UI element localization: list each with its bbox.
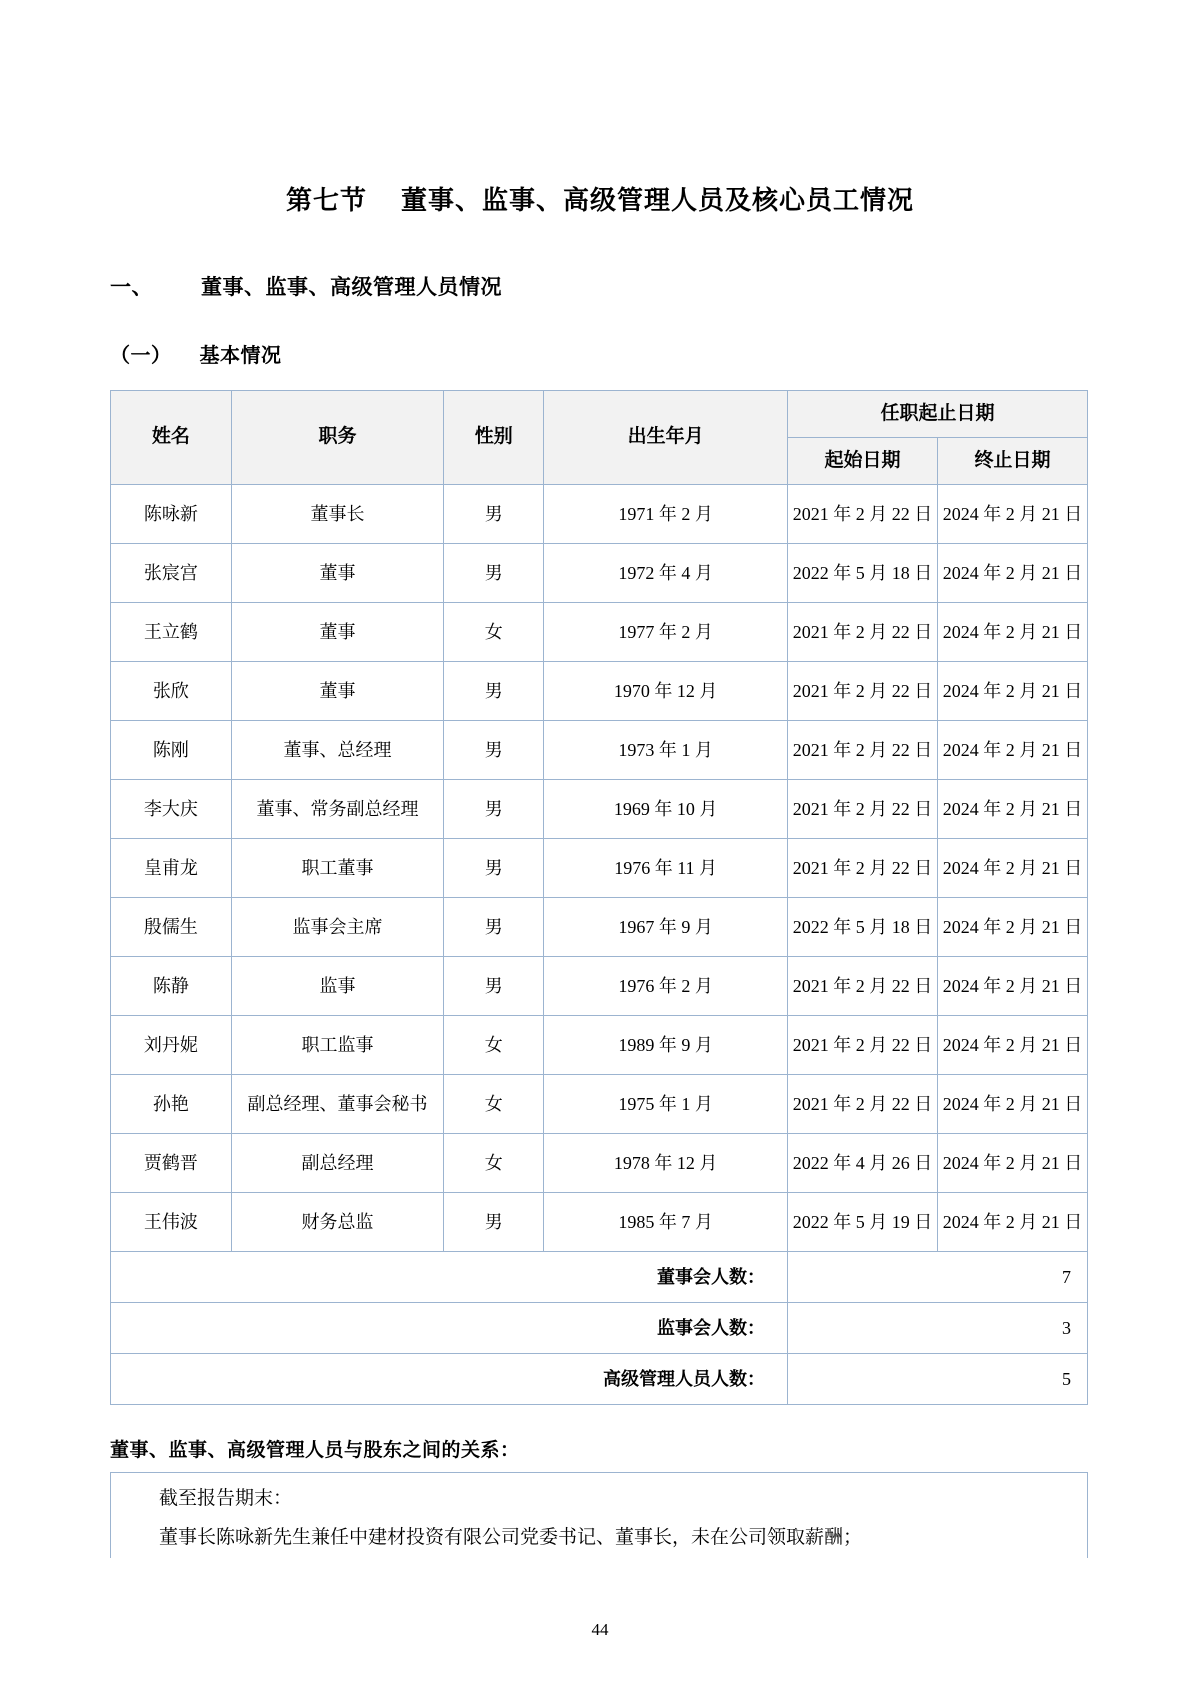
table-header-row-1	[111, 391, 1088, 438]
cell-post: 董事	[231, 662, 443, 721]
cell-gender: 男	[444, 662, 544, 721]
page-number: 44	[591, 1620, 609, 1639]
cell-gender: 男	[444, 898, 544, 957]
table-row	[111, 1075, 1088, 1134]
table-row	[111, 544, 1088, 603]
cell-end-date: 2024 年 2 月 21 日	[937, 780, 1087, 839]
cell-birth: 1972 年 4 月	[544, 544, 788, 603]
cell-start-date: 2021 年 2 月 22 日	[787, 957, 937, 1016]
cell-name: 贾鹤晋	[111, 1134, 232, 1193]
cell-start-date: 2022 年 5 月 18 日	[787, 544, 937, 603]
table-row	[111, 1134, 1088, 1193]
cell-end-date: 2024 年 2 月 21 日	[937, 544, 1087, 603]
cell-gender: 男	[444, 780, 544, 839]
cell-end-date: 2024 年 2 月 21 日	[937, 1134, 1087, 1193]
cell-start-date: 2021 年 2 月 22 日	[787, 1075, 937, 1134]
cell-post: 职工监事	[231, 1016, 443, 1075]
cell-name: 殷儒生	[111, 898, 232, 957]
heading-level-1-number: 一、	[110, 275, 153, 299]
summary-row-supervisors	[111, 1303, 1088, 1354]
heading-level-2-number: （一）	[110, 345, 172, 367]
cell-end-date: 2024 年 2 月 21 日	[937, 603, 1087, 662]
table-row	[111, 721, 1088, 780]
column-header-post: 职务	[231, 391, 443, 485]
cell-post: 董事	[231, 544, 443, 603]
cell-start-date: 2021 年 2 月 22 日	[787, 662, 937, 721]
table-row	[111, 780, 1088, 839]
summary-value-board: 7	[787, 1252, 1087, 1303]
cell-gender: 男	[444, 1193, 544, 1252]
cell-start-date: 2022 年 4 月 26 日	[787, 1134, 937, 1193]
heading-level-2-text: 基本情况	[199, 345, 282, 367]
table-row	[111, 839, 1088, 898]
cell-end-date: 2024 年 2 月 21 日	[937, 662, 1087, 721]
cell-start-date: 2022 年 5 月 19 日	[787, 1193, 937, 1252]
cell-post: 财务总监	[231, 1193, 443, 1252]
heading-level-1	[110, 271, 1090, 301]
management-personnel-table	[110, 390, 1088, 1405]
cell-start-date: 2021 年 2 月 22 日	[787, 485, 937, 544]
cell-name: 陈咏新	[111, 485, 232, 544]
cell-end-date: 2024 年 2 月 21 日	[937, 1193, 1087, 1252]
cell-post: 副总经理、董事会秘书	[231, 1075, 443, 1134]
summary-label-senior-management: 高级管理人员人数：	[111, 1354, 788, 1405]
relationship-section-title: 董事、监事、高级管理人员与股东之间的关系：	[110, 1440, 520, 1461]
column-header-gender: 性别	[444, 391, 544, 485]
page-title-text: 董事、监事、高级管理人员及核心员工情况	[401, 186, 915, 215]
table-row	[111, 485, 1088, 544]
cell-gender: 男	[444, 957, 544, 1016]
cell-start-date: 2022 年 5 月 18 日	[787, 898, 937, 957]
column-header-term-group: 任职起止日期	[787, 391, 1087, 438]
table-row	[111, 1016, 1088, 1075]
cell-birth: 1989 年 9 月	[544, 1016, 788, 1075]
cell-birth: 1985 年 7 月	[544, 1193, 788, 1252]
cell-name: 陈刚	[111, 721, 232, 780]
summary-label-supervisors: 监事会人数：	[111, 1303, 788, 1354]
cell-gender: 女	[444, 1075, 544, 1134]
cell-name: 王立鹤	[111, 603, 232, 662]
cell-birth: 1976 年 2 月	[544, 957, 788, 1016]
column-header-start-date: 起始日期	[787, 438, 937, 485]
table-row	[111, 957, 1088, 1016]
table-body	[111, 485, 1088, 1405]
cell-start-date: 2021 年 2 月 22 日	[787, 780, 937, 839]
cell-birth: 1975 年 1 月	[544, 1075, 788, 1134]
summary-value-supervisors: 3	[787, 1303, 1087, 1354]
cell-post: 董事、常务副总经理	[231, 780, 443, 839]
summary-value-senior-management: 5	[787, 1354, 1087, 1405]
cell-gender: 男	[444, 544, 544, 603]
cell-post: 副总经理	[231, 1134, 443, 1193]
cell-end-date: 2024 年 2 月 21 日	[937, 957, 1087, 1016]
cell-name: 张欣	[111, 662, 232, 721]
relationship-note-line-1: 截至报告期末：	[159, 1488, 293, 1509]
cell-birth: 1976 年 11 月	[544, 839, 788, 898]
cell-name: 皇甫龙	[111, 839, 232, 898]
cell-gender: 女	[444, 1134, 544, 1193]
cell-post: 职工董事	[231, 839, 443, 898]
cell-gender: 男	[444, 485, 544, 544]
cell-start-date: 2021 年 2 月 22 日	[787, 1016, 937, 1075]
cell-start-date: 2021 年 2 月 22 日	[787, 721, 937, 780]
relationship-note-box	[110, 1472, 1088, 1558]
cell-birth: 1978 年 12 月	[544, 1134, 788, 1193]
summary-label-board: 董事会人数：	[111, 1252, 788, 1303]
column-header-birth: 出生年月	[544, 391, 788, 485]
page-title	[110, 0, 1090, 217]
cell-name: 孙艳	[111, 1075, 232, 1134]
cell-gender: 男	[444, 721, 544, 780]
cell-end-date: 2024 年 2 月 21 日	[937, 839, 1087, 898]
cell-end-date: 2024 年 2 月 21 日	[937, 1016, 1087, 1075]
summary-row-board	[111, 1252, 1088, 1303]
cell-birth: 1967 年 9 月	[544, 898, 788, 957]
table-row	[111, 603, 1088, 662]
cell-birth: 1973 年 1 月	[544, 721, 788, 780]
summary-row-senior-management	[111, 1354, 1088, 1405]
cell-end-date: 2024 年 2 月 21 日	[937, 485, 1087, 544]
cell-name: 张宸宫	[111, 544, 232, 603]
table-row	[111, 1193, 1088, 1252]
cell-post: 董事、总经理	[231, 721, 443, 780]
cell-name: 李大庆	[111, 780, 232, 839]
cell-birth: 1969 年 10 月	[544, 780, 788, 839]
cell-post: 董事	[231, 603, 443, 662]
cell-start-date: 2021 年 2 月 22 日	[787, 839, 937, 898]
page-title-section: 第七节	[285, 186, 367, 215]
cell-name: 刘丹妮	[111, 1016, 232, 1075]
cell-name: 陈静	[111, 957, 232, 1016]
table-header	[111, 391, 1088, 485]
table-row	[111, 662, 1088, 721]
heading-level-1-text: 董事、监事、高级管理人员情况	[201, 275, 502, 299]
table-row	[111, 898, 1088, 957]
cell-birth: 1977 年 2 月	[544, 603, 788, 662]
column-header-end-date: 终止日期	[937, 438, 1087, 485]
cell-name: 王伟波	[111, 1193, 232, 1252]
column-header-name: 姓名	[111, 391, 232, 485]
relationship-note-line-2: 董事长陈咏新先生兼任中建材投资有限公司党委书记、董事长，未在公司领取薪酬；	[159, 1526, 863, 1548]
cell-birth: 1971 年 2 月	[544, 485, 788, 544]
cell-end-date: 2024 年 2 月 21 日	[937, 1075, 1087, 1134]
cell-birth: 1970 年 12 月	[544, 662, 788, 721]
cell-gender: 女	[444, 603, 544, 662]
cell-end-date: 2024 年 2 月 21 日	[937, 721, 1087, 780]
cell-post: 监事	[231, 957, 443, 1016]
cell-post: 监事会主席	[231, 898, 443, 957]
cell-post: 董事长	[231, 485, 443, 544]
cell-start-date: 2021 年 2 月 22 日	[787, 603, 937, 662]
cell-gender: 男	[444, 839, 544, 898]
cell-end-date: 2024 年 2 月 21 日	[937, 898, 1087, 957]
cell-gender: 女	[444, 1016, 544, 1075]
heading-level-2	[110, 339, 1090, 368]
